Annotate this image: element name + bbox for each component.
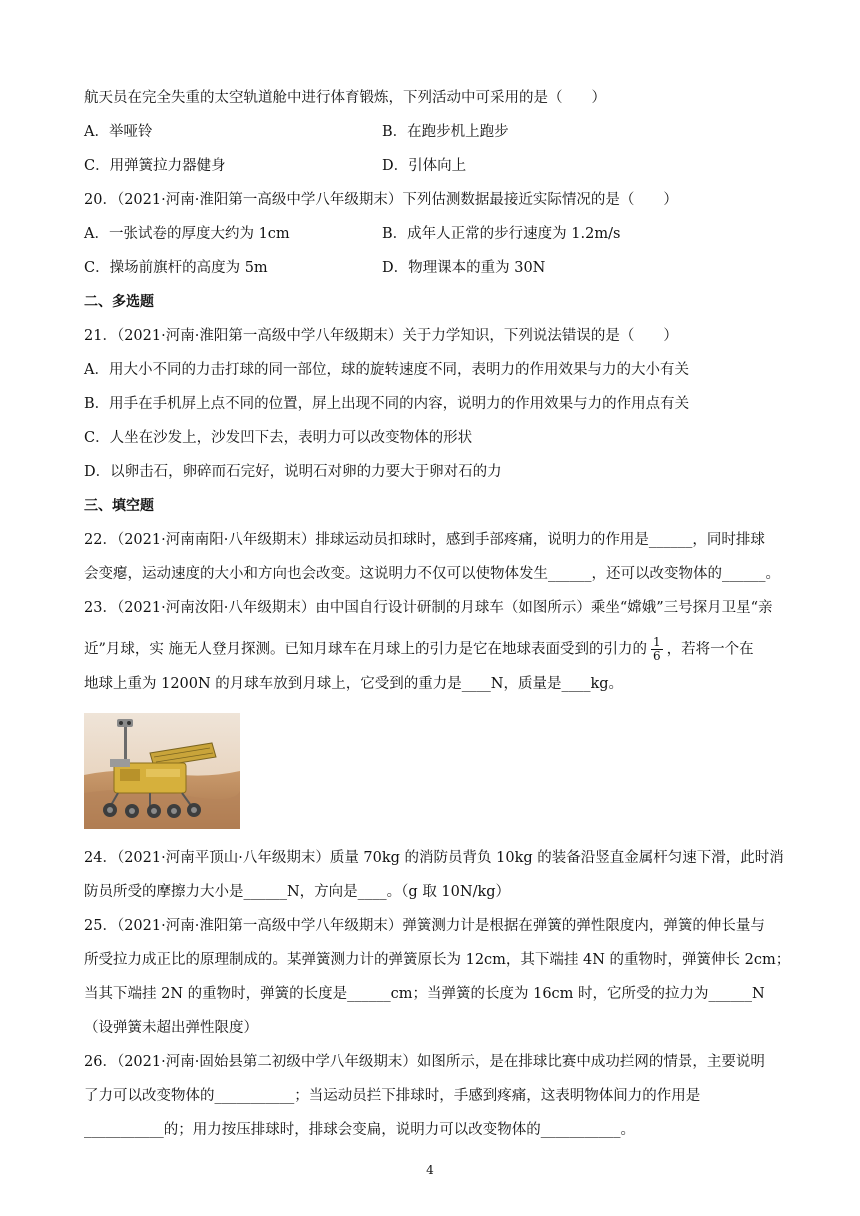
q25-line-1: 25．（2021·河南·淮阳第一高级中学八年级期末）弹簧测力计是根据在弹簧的弹性限度内，弹簧的伸长量与: [84, 918, 765, 934]
q24-line-1: 24．（2021·河南平顶山·八年级期末）质量 70kg 的消防员背负 10kg 的装备沿竖直金属杆匀速下滑，此时消: [84, 850, 784, 866]
q25-line-4: （设弹簧未超出弹性限度）: [84, 1020, 258, 1036]
q26-line-1: 26．（2021·河南·固始县第二初级中学八年级期末）如图所示，是在排球比赛中成功拦网的情景，主要说明: [84, 1054, 765, 1070]
q22-line-2: 会变瘪，运动速度的大小和方向也会改变。这说明力不仅可以使物体发生______，还可以改变物体的______。: [84, 566, 780, 582]
q25-line-2: 所受拉力成正比的原理制成的。某弹簧测力计的弹簧原长为 12cm，其下端挂 4N 的重物时，弹簧伸长 2cm；: [84, 952, 791, 968]
q19-option-d: D．引体向上: [382, 158, 467, 174]
q23-line-2-text-a: 近”月球，实 施无人登月探测。已知月球车在月球上的引力是它在地球表面受到的引力的: [84, 641, 648, 658]
fraction-denominator: 6: [653, 649, 661, 663]
q21-option-c: C．人坐在沙发上，沙发凹下去，表明力可以改变物体的形状: [84, 430, 473, 446]
q20-option-c: C．操场前旗杆的高度为 5m: [84, 260, 268, 276]
q20-option-a: A．一张试卷的厚度大约为 1cm: [84, 226, 290, 242]
section-heading-multiple-choice: 二、多选题: [84, 294, 154, 310]
q19-option-a: A．举哑铃: [84, 124, 153, 140]
q20-option-d: D．物理课本的重为 30N: [382, 260, 546, 276]
q23-line-2-text-b: ，若将一个在: [666, 641, 754, 658]
q23-line-3: 地球上重为 1200N 的月球车放到月球上，它受到的重力是____N，质量是____kg。: [84, 676, 624, 692]
q20-option-b: B．成年人正常的步行速度为 1.2m/s: [382, 226, 621, 242]
q19-option-c: C．用弹簧拉力器健身: [84, 158, 226, 174]
q20-stem: 20．（2021·河南·淮阳第一高级中学八年级期末）下列估测数据最接近实际情况的是（ ）: [84, 192, 678, 208]
q19-option-b: B．在跑步机上跑步: [382, 124, 509, 140]
page-number: 4: [426, 1163, 434, 1177]
fraction-numerator: 1: [653, 635, 661, 649]
q24-line-2: 防员所受的摩擦力大小是______N，方向是____。（g 取 10N/kg）: [84, 884, 511, 900]
q26-line-2: 了力可以改变物体的___________；当运动员拦下排球时，手感到疼痛，这表明物体间力的作用是: [84, 1088, 701, 1104]
q21-option-d: D．以卵击石，卵碎而石完好，说明石对卵的力要大于卵对石的力: [84, 464, 502, 480]
q21-option-b: B．用手在手机屏上点不同的位置，屏上出现不同的内容，说明力的作用效果与力的作用点有关: [84, 396, 690, 412]
q23-line-2: [84, 636, 754, 663]
lunar-rover-photo: [84, 713, 240, 829]
q19-stem: 航天员在完全失重的太空轨道舱中进行体育锻炼，下列活动中可采用的是（ ）: [84, 90, 606, 106]
q25-line-3: 当其下端挂 2N 的重物时，弹簧的长度是______cm；当弹簧的长度为 16cm 时，它所受的拉力为______N: [84, 986, 765, 1002]
q23-line-1: 23．（2021·河南汝阳·八年级期末）由中国自行设计研制的月球车（如图所示）乘坐“嫦娥”三号探月卫星“亲: [84, 600, 773, 616]
q21-option-a: A．用大小不同的力击打球的同一部位，球的旋转速度不同，表明力的作用效果与力的大小有关: [84, 362, 689, 378]
fraction-one-sixth: [651, 636, 663, 663]
q21-stem: 21．（2021·河南·淮阳第一高级中学八年级期末）关于力学知识，下列说法错误的是（ ）: [84, 328, 678, 344]
section-heading-fill-in: 三、填空题: [84, 498, 154, 514]
q22-line-1: 22．（2021·河南南阳·八年级期末）排球运动员扣球时，感到手部疼痛，说明力的作用是______，同时排球: [84, 532, 765, 548]
q26-line-3: ___________的；用力按压排球时，排球会变扁，说明力可以改变物体的___________。: [84, 1122, 635, 1138]
